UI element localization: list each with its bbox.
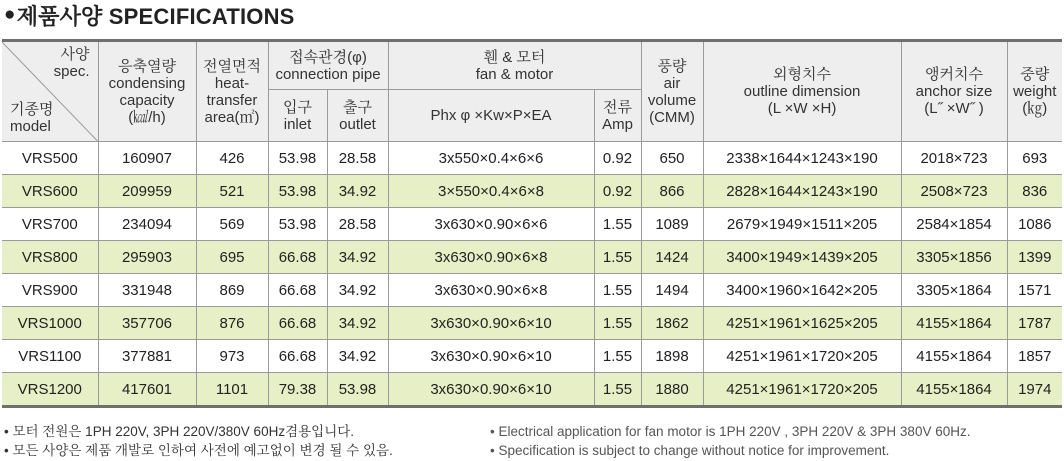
cell-weight: 1857 [1007,340,1062,373]
cell-model: VRS1100 [2,340,98,373]
cell-weight: 836 [1007,175,1062,208]
cell-weight: 1787 [1007,307,1062,340]
area-en: heat- [214,74,250,92]
table-row [2,142,1062,175]
current-header [594,90,641,142]
cell-fan: 3x630×0.90×6×8 [388,241,594,274]
cell-inlet: 53.98 [268,175,327,208]
cell-fan: 3x550×0.4×6×6 [388,142,594,175]
capacity-unit: (㎉/h) [128,108,166,126]
note-ko-power: • 모터 전원은 1PH 220V, 3PH 220V/380V 60Hz겸용입니다. [4,424,355,439]
cell-fan: 3x630×0.90×6×8 [388,274,594,307]
anchor-header [901,41,1007,142]
cell-dim: 4251×1961×1720×205 [703,373,901,407]
cell-dim: 4251×1961×1625×205 [703,307,901,340]
anchor-en: anchor size [915,83,993,100]
cell-fan: 3x630×0.90×6×10 [388,307,594,340]
cell-area: 426 [196,142,268,175]
capacity-en2: capacity [119,91,175,109]
weight-en: weight [1013,83,1057,100]
cell-inlet: 53.98 [268,142,327,175]
weight-unit: (㎏) [1022,100,1048,117]
inlet-header [268,90,327,142]
cell-model: VRS500 [2,142,98,175]
cell-model: VRS800 [2,241,98,274]
cell-weight: 1974 [1007,373,1062,407]
table-row [2,241,1062,274]
cell-amp: 1.55 [594,208,641,241]
cell-weight: 1571 [1007,274,1062,307]
cell-area: 1101 [196,373,268,407]
cell-fan: 3x630×0.90×6×10 [388,340,594,373]
dim-en: outline dimension [743,83,861,100]
cell-inlet: 79.38 [268,373,327,407]
fan-header [388,41,641,90]
air-en2: volume [647,91,697,109]
cell-fan: 3x630×0.90×6×6 [388,208,594,241]
current-en: Amp [602,115,633,133]
cell-capacity: 417601 [98,373,196,407]
pipe-en: connection pipe [275,65,381,83]
area-en2: transfer [206,91,258,109]
fan-en: fan & motor [475,65,554,83]
cell-model: VRS1000 [2,307,98,340]
air-header [641,41,703,142]
dim-unit: (L ×W ×H) [767,100,837,117]
cell-dim: 2338×1644×1243×190 [703,142,901,175]
cell-air: 866 [641,175,703,208]
capacity-en: condensing [108,74,186,92]
cell-air: 1424 [641,241,703,274]
cell-air: 650 [641,142,703,175]
cell-outlet: 28.58 [327,208,388,241]
outlet-en: outlet [339,115,376,133]
cell-capacity: 209959 [98,175,196,208]
cell-outlet: 28.58 [327,142,388,175]
air-ko: 풍량 [657,57,687,75]
cell-outlet: 53.98 [327,373,388,407]
cell-dim: 3400×1949×1439×205 [703,241,901,274]
page-title [4,1,295,29]
cell-air: 1089 [641,208,703,241]
inlet-ko: 입구 [283,98,312,116]
cell-model: VRS1200 [2,373,98,407]
table-body [2,142,1062,407]
note-en-change: • Specification is subject to change without notice for improvement. [490,443,890,458]
note-ko-change: • 모든 사양은 제품 개발로 인하여 사전에 예고없이 변경 될 수 있음. [4,443,393,458]
outlet-header [327,90,388,142]
cell-anchor: 4155×1864 [901,373,1007,407]
air-unit: (CMM) [649,108,695,126]
capacity-ko: 응축열량 [118,57,176,75]
cell-weight: 693 [1007,142,1062,175]
cell-anchor: 4155×1864 [901,340,1007,373]
pipe-ko: 접속관경(φ) [289,48,367,66]
area-ko: 전열면적 [203,57,261,75]
cell-capacity: 377881 [98,340,196,373]
pipe-header [268,41,388,90]
cell-weight: 1399 [1007,241,1062,274]
capacity-header [98,41,196,142]
spec-ko: 사양 [60,46,90,63]
cell-air: 1898 [641,340,703,373]
table-row [2,373,1062,407]
cell-anchor: 4155×1864 [901,307,1007,340]
cell-capacity: 160907 [98,142,196,175]
model-ko: 기종명 [10,101,54,118]
table-row [2,340,1062,373]
inlet-en: inlet [283,115,312,133]
cell-dim: 3400×1960×1642×205 [703,274,901,307]
cell-capacity: 295903 [98,241,196,274]
cell-amp: 1.55 [594,241,641,274]
cell-amp: 1.55 [594,340,641,373]
cell-outlet: 34.92 [327,307,388,340]
table-row [2,208,1062,241]
cell-amp: 1.55 [594,307,641,340]
cell-anchor: 3305×1856 [901,241,1007,274]
cell-capacity: 234094 [98,208,196,241]
outlet-ko: 출구 [343,98,372,116]
cell-air: 1494 [641,274,703,307]
dim-ko: 외형치수 [773,66,831,83]
fan-spec-header [388,90,594,142]
air-en: air [663,74,681,92]
title-bullet: ● [4,4,16,25]
area-unit: area(㎡) [204,108,260,126]
cell-dim: 4251×1961×1720×205 [703,340,901,373]
anchor-unit: (L˝ ×W˝ ) [924,100,984,117]
cell-outlet: 34.92 [327,274,388,307]
spec-en: spec. [53,63,90,80]
cell-dim: 2828×1644×1243×190 [703,175,901,208]
cell-area: 695 [196,241,268,274]
cell-inlet: 66.68 [268,241,327,274]
cell-capacity: 357706 [98,307,196,340]
cell-inlet: 66.68 [268,340,327,373]
cell-amp: 1.55 [594,274,641,307]
cell-area: 569 [196,208,268,241]
dimension-header [703,41,901,142]
cell-air: 1862 [641,307,703,340]
current-ko: 전류 [603,98,632,116]
cell-fan: 3x630×0.90×6×10 [388,373,594,407]
cell-area: 973 [196,340,268,373]
fan-spec: Phx φ ×Kw×P×EA [430,107,552,124]
cell-anchor: 2018×723 [901,142,1007,175]
fan-ko: 휀 & 모터 [483,48,546,66]
weight-header [1007,41,1062,142]
cell-area: 869 [196,274,268,307]
cell-area: 876 [196,307,268,340]
cell-dim: 2679×1949×1511×205 [703,208,901,241]
cell-fan: 3×550×0.4×6×8 [388,175,594,208]
cell-anchor: 2508×723 [901,175,1007,208]
specifications-table [2,39,1062,408]
cell-amp: 0.92 [594,142,641,175]
cell-anchor: 3305×1864 [901,274,1007,307]
anchor-ko: 앵커치수 [925,66,983,83]
cell-model: VRS600 [2,175,98,208]
cell-outlet: 34.92 [327,241,388,274]
title-text: 제품사양 SPECIFICATIONS [16,3,295,29]
cell-capacity: 331948 [98,274,196,307]
table-row [2,274,1062,307]
cell-model: VRS900 [2,274,98,307]
note-en-power: • Electrical application for fan motor is 1PH 220V , 3PH 220V & 3PH 380V 60Hz. [490,424,971,439]
cell-air: 1880 [641,373,703,407]
cell-inlet: 66.68 [268,307,327,340]
cell-model: VRS700 [2,208,98,241]
cell-weight: 1086 [1007,208,1062,241]
cell-amp: 1.55 [594,373,641,407]
area-header [196,41,268,142]
weight-ko: 중량 [1020,66,1050,83]
notes-korean [4,422,393,460]
spec-model-header [2,41,98,142]
table-row [2,307,1062,340]
cell-area: 521 [196,175,268,208]
cell-outlet: 34.92 [327,175,388,208]
table-row [2,175,1062,208]
cell-amp: 0.92 [594,175,641,208]
cell-inlet: 66.68 [268,274,327,307]
model-en: model [10,118,51,135]
cell-anchor: 2584×1854 [901,208,1007,241]
cell-outlet: 34.92 [327,340,388,373]
cell-inlet: 53.98 [268,208,327,241]
notes-english [490,422,970,460]
